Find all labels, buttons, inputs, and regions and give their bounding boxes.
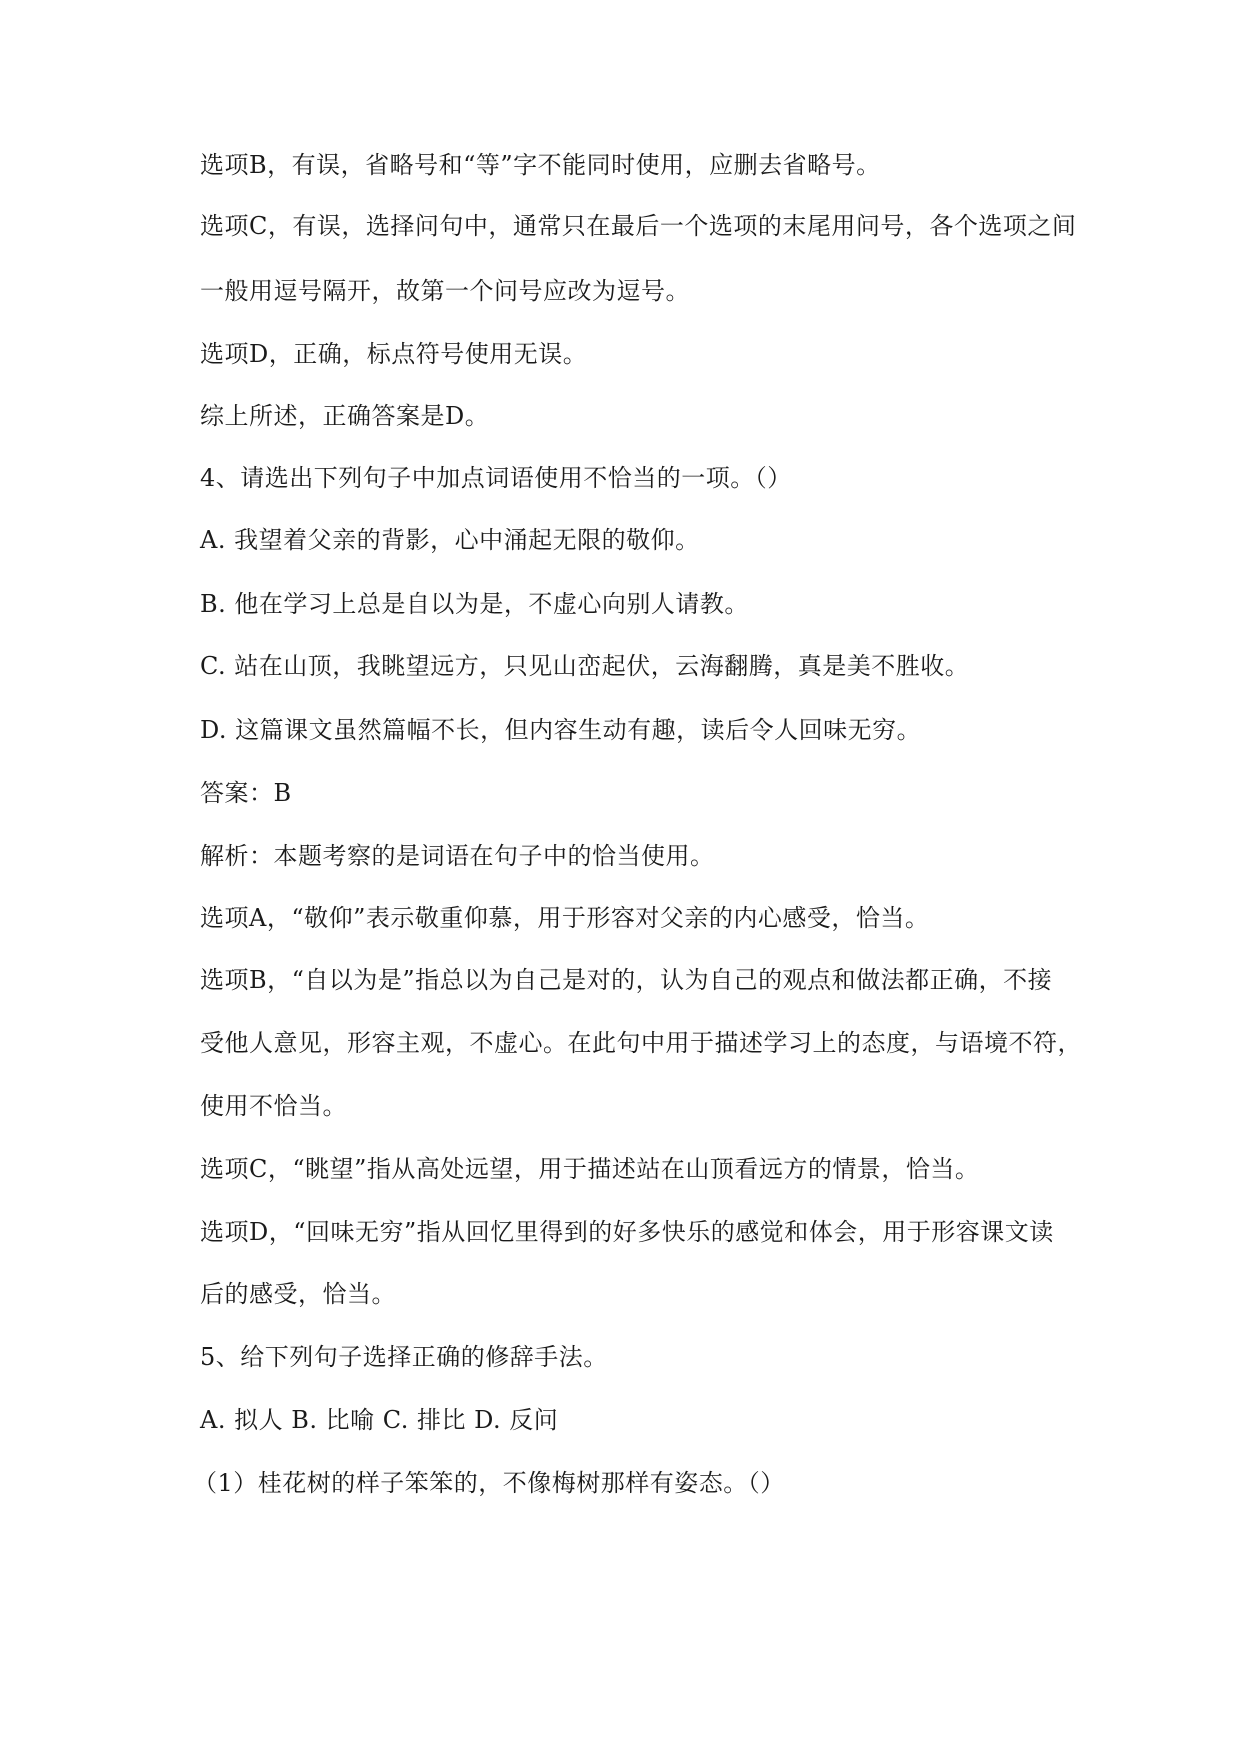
text-line: 选项A，“敬仰”表示敬重仰慕，用于形容对父亲的内心感受，恰当。 (200, 904, 930, 932)
text-line: 选项B，“自以为是”指总以为自己是对的，认为自己的观点和做法都正确，不接 (200, 966, 1053, 994)
text-line: 选项C，有误，选择问句中，通常只在最后一个选项的末尾用问号，各个选项之间 (200, 212, 1077, 240)
option-d: D. 这篇课文虽然篇幅不长，但内容生动有趣，读后令人回味无穷。 (200, 716, 922, 744)
text-line: 受他人意见，形容主观，不虚心。在此句中用于描述学习上的态度，与语境不符， (200, 1029, 1082, 1057)
question-4-title: 4、请选出下列句子中加点词语使用不恰当的一项。（） (200, 464, 792, 492)
option-a: A. 我望着父亲的背影，心中涌起无限的敬仰。 (200, 526, 700, 554)
analysis: 解析：本题考察的是词语在句子中的恰当使用。 (200, 842, 715, 870)
text-line: 后的感受，恰当。 (200, 1280, 396, 1308)
option-c: C. 站在山顶，我眺望远方，只见山峦起伏，云海翻腾，真是美不胜收。 (200, 652, 970, 680)
text-line: 一般用逗号隔开，故第一个问号应改为逗号。 (200, 277, 690, 305)
answer: 答案：B (200, 779, 292, 807)
text-line: 选项B，有误，省略号和“等”字不能同时使用，应删去省略号。 (200, 151, 881, 179)
text-line: 使用不恰当。 (200, 1092, 347, 1120)
text-line: 选项D，“回味无穷”指从回忆里得到的好多快乐的感觉和体会，用于形容课文读 (200, 1218, 1054, 1246)
text-line: 综上所述，正确答案是D。 (200, 402, 490, 430)
sub-question-1: （1）桂花树的样子笨笨的，不像梅树那样有姿态。（） (193, 1469, 785, 1497)
question-5-title: 5、给下列句子选择正确的修辞手法。 (200, 1343, 608, 1371)
text-line: 选项D，正确，标点符号使用无误。 (200, 340, 588, 368)
rhetoric-options: A. 拟人 B. 比喻 C. 排比 D. 反问 (200, 1406, 559, 1434)
text-line: 选项C，“眺望”指从高处远望，用于描述站在山顶看远方的情景，恰当。 (200, 1155, 980, 1183)
option-b: B. 他在学习上总是自以为是，不虚心向别人请教。 (200, 590, 749, 618)
